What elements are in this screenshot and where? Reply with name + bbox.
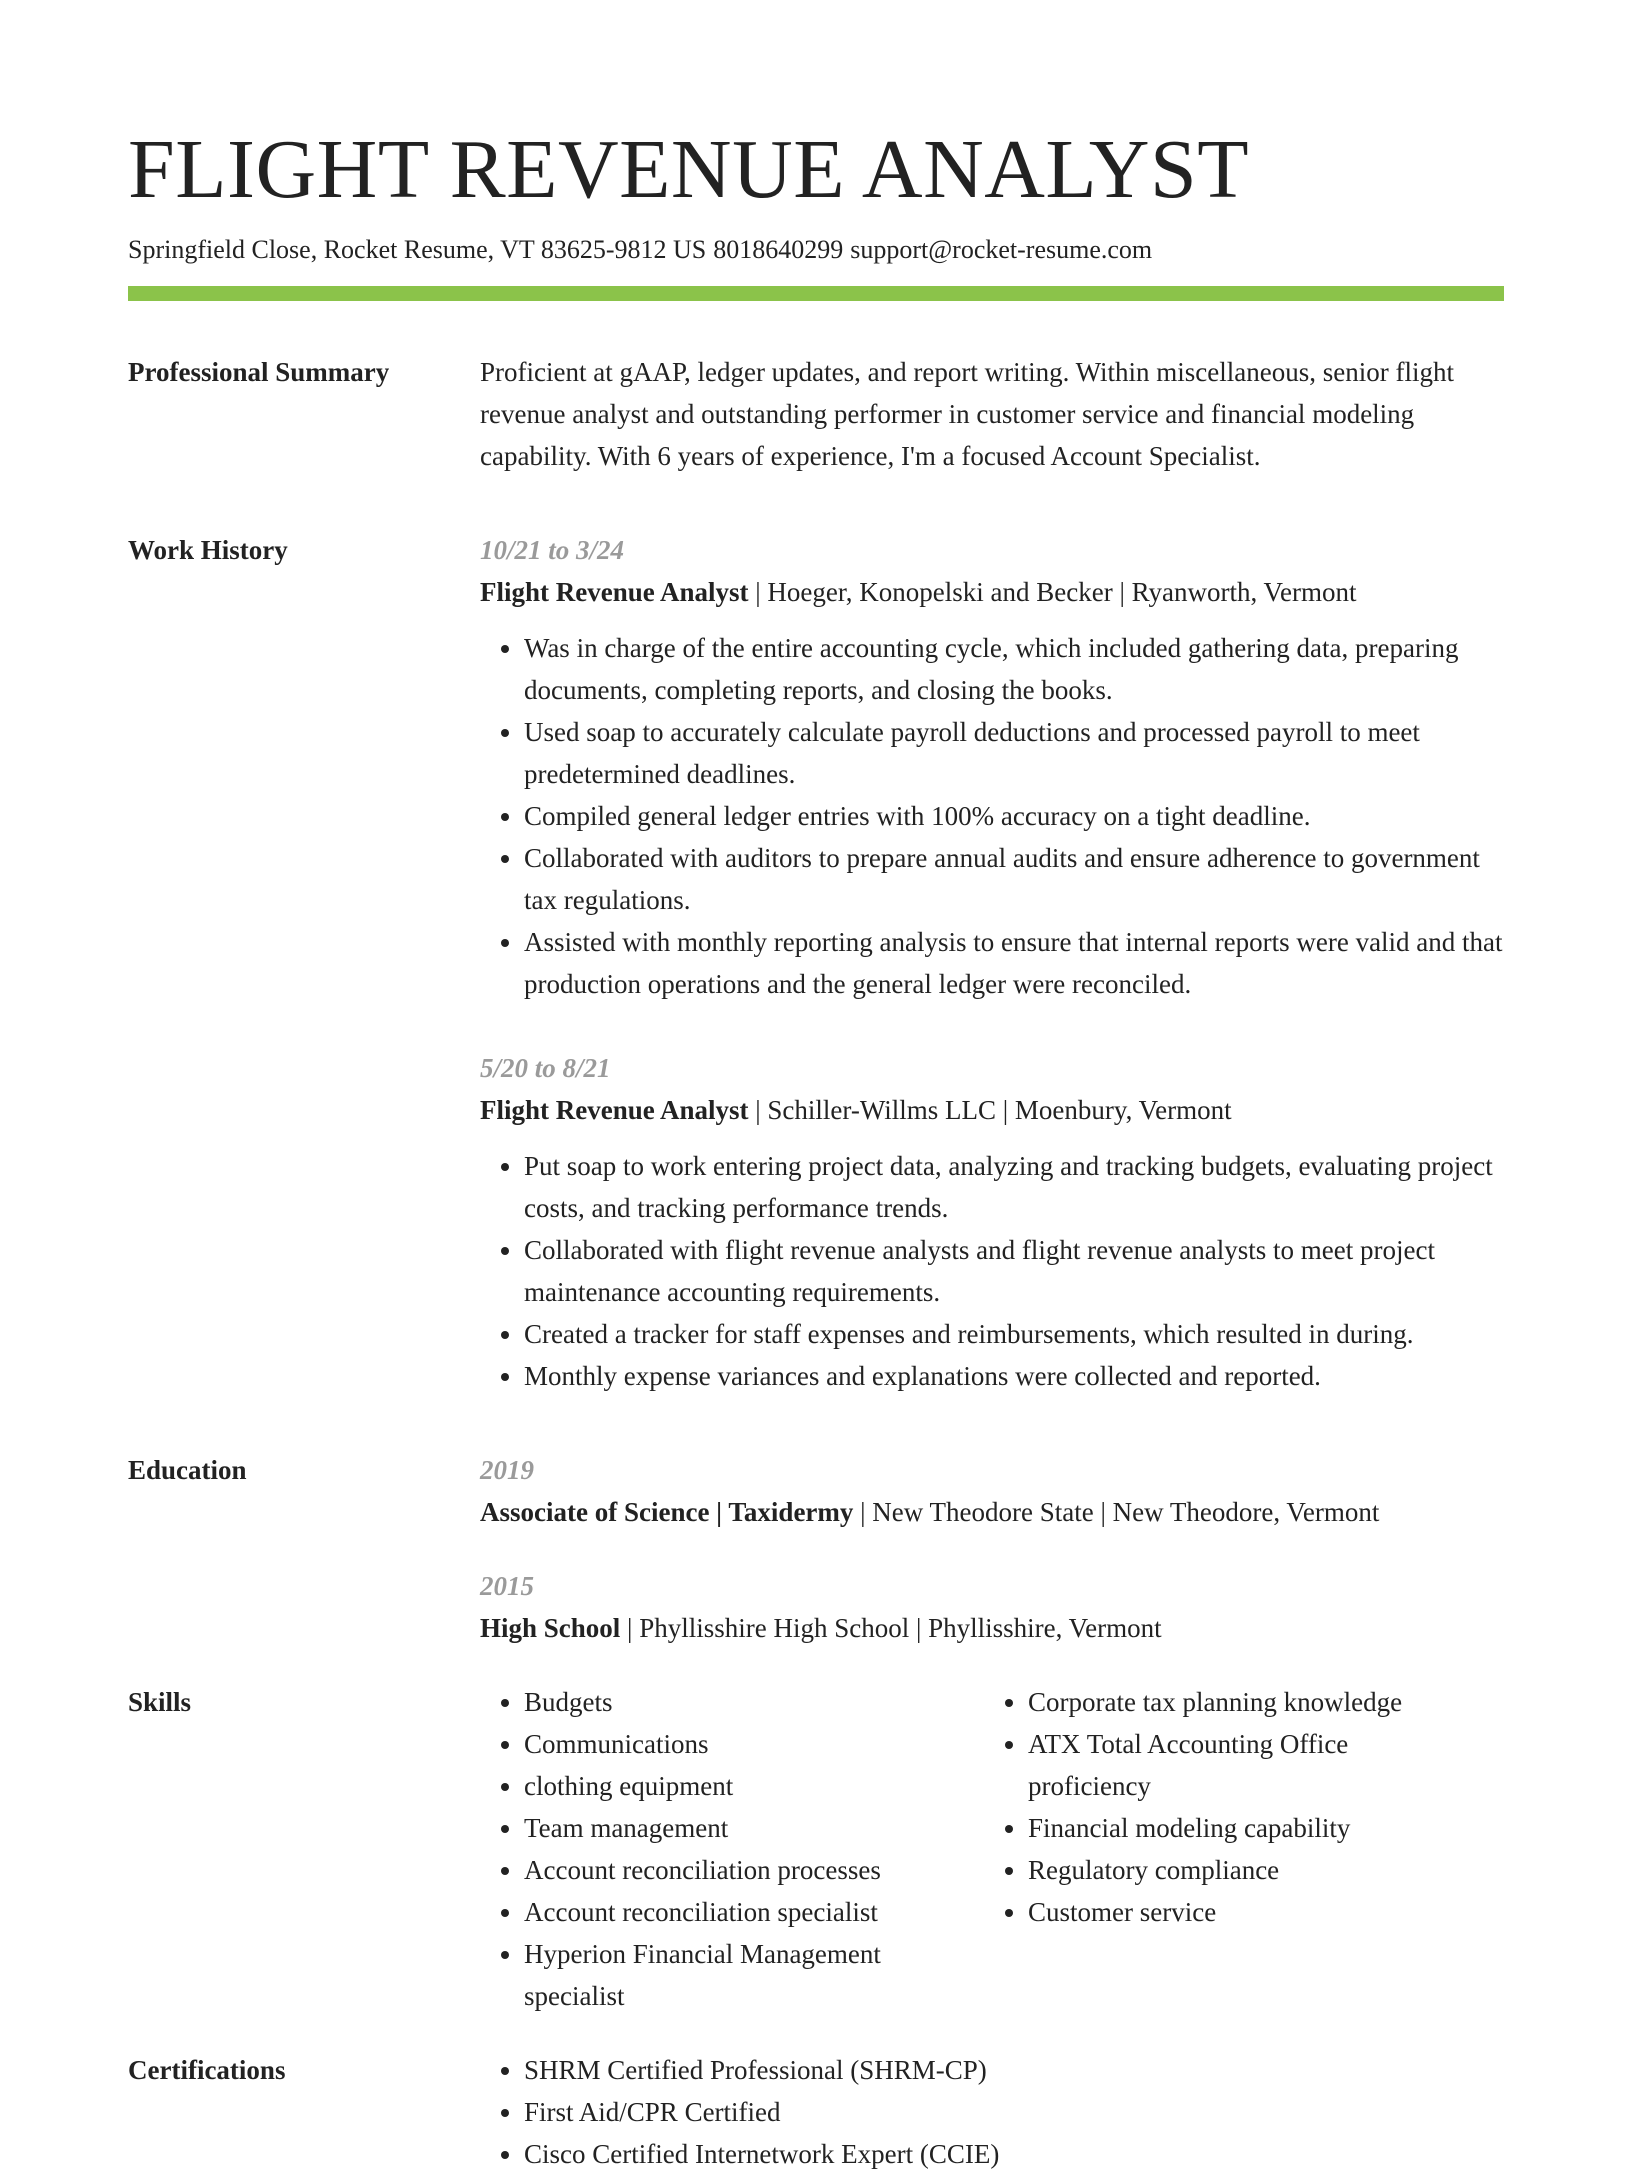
list-item: • Corporate tax planning knowledge (1028, 1681, 1492, 1723)
list-item: • Communications (524, 1723, 984, 1765)
resume-page (128, 120, 1504, 2175)
work-history-heading: Work History (128, 535, 288, 565)
job-title: Flight Revenue Analyst (480, 577, 749, 607)
education-details: | New Theodore State | New Theodore, Vermont (853, 1497, 1380, 1527)
contact-address: Springfield Close, Rocket Resume, VT 83625-9812 US (128, 235, 707, 264)
list-item: • Created a tracker for staff expenses and reimbursements, which resulted in during. (524, 1313, 1504, 1355)
job-details: | Schiller-Willms LLC | Moenbury, Vermont (748, 1095, 1232, 1125)
education-heading: Education (128, 1455, 247, 1485)
job-entry (480, 529, 1504, 1005)
list-item: • Monthly expense variances and explanations were collected and reported. (524, 1355, 1504, 1397)
education-details: | Phyllisshire High School | Phyllisshire, Vermont (620, 1613, 1162, 1643)
list-item: • Customer service (1028, 1891, 1492, 1933)
job-bullets (480, 1145, 1504, 1397)
summary-section (128, 351, 1504, 477)
work-history-section (128, 529, 1504, 1397)
job-title-line (480, 571, 1504, 613)
education-section (128, 1449, 1504, 1649)
list-item: • First Aid/CPR Certified (524, 2091, 1504, 2133)
job-details: | Hoeger, Konopelski and Becker | Ryanworth, Vermont (748, 577, 1357, 607)
education-entry (480, 1565, 1504, 1649)
summary-text: Proficient at gAAP, ledger updates, and report writing. Within miscellaneous, senior flight revenue analyst and outstanding performer in customer service and financial modeling capability. With 6 years of experience, I'm a focused Account Specialist. (480, 357, 1454, 471)
education-year: 2015 (480, 1571, 534, 1601)
contact-line (128, 232, 1504, 268)
resume-name: FLIGHT REVENUE ANALYST (128, 123, 1250, 216)
education-year: 2019 (480, 1455, 534, 1485)
job-entry (480, 1047, 1504, 1397)
job-title: Flight Revenue Analyst (480, 1095, 749, 1125)
list-item: • Cisco Certified Internetwork Expert (CCIE) (524, 2133, 1504, 2175)
certifications-heading: Certifications (128, 2055, 286, 2085)
list-item: • Collaborated with flight revenue analysts and flight revenue analysts to meet project maintenance accounting requirements. (524, 1229, 1504, 1313)
list-item: • Put soap to work entering project data, analyzing and tracking budgets, evaluating project costs, and tracking performance trends. (524, 1145, 1504, 1229)
education-degree: Associate of Science | Taxidermy (480, 1497, 854, 1527)
job-title-line (480, 1089, 1504, 1131)
education-degree-line (480, 1607, 1504, 1649)
list-item: • Team management (524, 1807, 984, 1849)
list-item: • SHRM Certified Professional (SHRM-CP) (524, 2049, 1504, 2091)
list-item: • Used soap to accurately calculate payroll deductions and processed payroll to meet predetermined deadlines. (524, 711, 1504, 795)
list-item: • Account reconciliation specialist (524, 1891, 984, 1933)
list-item: • clothing equipment (524, 1765, 984, 1807)
list-item: • Hyperion Financial Management specialist (524, 1933, 904, 2017)
contact-email: support@rocket-resume.com (850, 235, 1153, 264)
education-degree: High School (480, 1613, 621, 1643)
skills-list-left (480, 1681, 984, 2017)
contact-phone: 8018640299 (713, 235, 844, 264)
list-item: • Regulatory compliance (1028, 1849, 1492, 1891)
education-degree-line (480, 1491, 1504, 1533)
education-entry (480, 1449, 1504, 1533)
list-item: • Budgets (524, 1681, 984, 1723)
list-item: • Account reconciliation processes (524, 1849, 984, 1891)
skills-section (128, 1681, 1504, 2017)
list-item: • Compiled general ledger entries with 100% accuracy on a tight deadline. (524, 795, 1504, 837)
job-dates: 5/20 to 8/21 (480, 1053, 611, 1083)
list-item: • Assisted with monthly reporting analysis to ensure that internal reports were valid and that production operations and the general ledger were reconciled. (524, 921, 1504, 1005)
certifications-list (480, 2049, 1504, 2175)
skills-heading: Skills (128, 1687, 192, 1717)
job-dates: 10/21 to 3/24 (480, 535, 625, 565)
list-item: • Collaborated with auditors to prepare annual audits and ensure adherence to government tax regulations. (524, 837, 1504, 921)
list-item: • Financial modeling capability (1028, 1807, 1492, 1849)
accent-divider (128, 286, 1504, 301)
skills-list-right (984, 1681, 1492, 2017)
list-item: • ATX Total Accounting Office proficiency (1028, 1723, 1398, 1807)
summary-heading: Professional Summary (128, 357, 390, 387)
job-bullets (480, 627, 1504, 1005)
certifications-section (128, 2049, 1504, 2175)
list-item: • Was in charge of the entire accounting cycle, which included gathering data, preparing documents, completing reports, and closing the books. (524, 627, 1504, 711)
